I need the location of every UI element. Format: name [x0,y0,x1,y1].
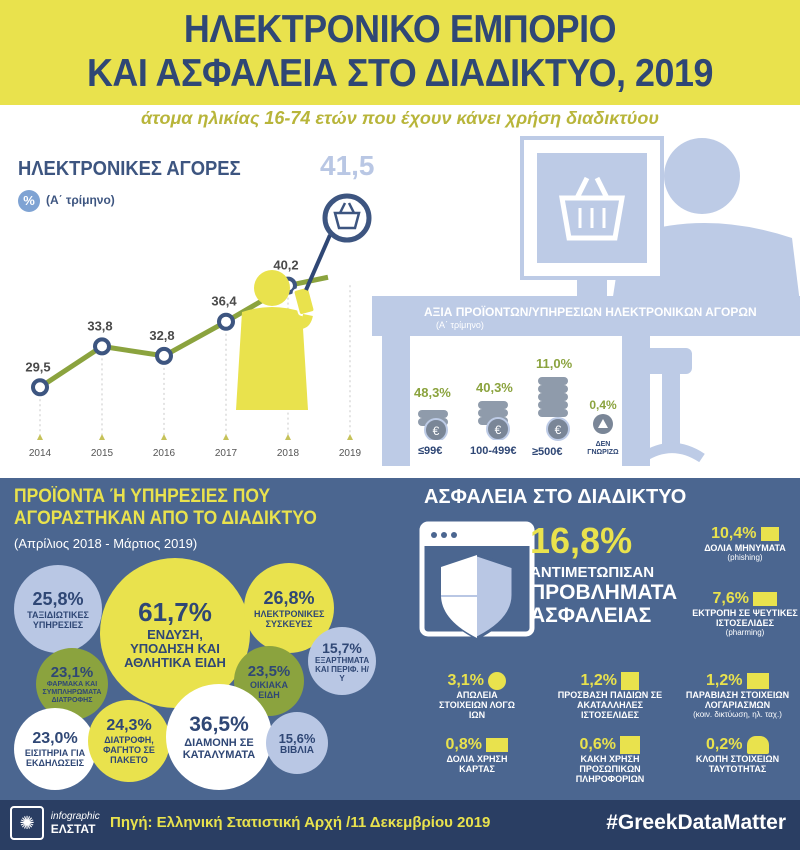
security-main-text-2: ΠΡΟΒΛΗΜΑΤΑ [530,581,678,604]
security-item-identity: 0,2% ΚΛΟΠΗ ΣΤΟΙΧΕΙΩΝ ΤΑΥΤΟΤΗΤΑΣ [695,736,780,775]
elstat-logo: ✺ infographic ΕΛΣΤΑΤ [10,806,100,840]
x-tick-label: 2019 [338,448,362,459]
x-tick-label: 2016 [152,448,176,459]
data-label: 36,4 [211,293,237,309]
email-hook-icon [761,527,779,541]
data-point [33,380,47,394]
products-title-2: ΑΓΟΡΑΣΤΗΚΑΝ ΑΠΟ ΤΟ ΔΙΑΔΙΚΤΥΟ [14,508,317,529]
source-text: Πηγή: Ελληνική Στατιστική Αρχή /11 Δεκεμβρίου 2019 [110,814,491,831]
id-card-icon [747,673,769,689]
title-line-1: ΗΛΕΚΤΡΟΝΙΚΟ ΕΜΠΟΡΙΟ [183,8,617,51]
sun-logo-icon: ✺ [10,806,44,840]
svg-text:€: € [494,423,502,437]
bubble-food: 24,3% ΔΙΑΤΡΟΦΗ, ΦΑΓΗΤΟ ΣΕ ΠΑΚΕΤΟ [88,700,170,782]
coin-stack-icon [470,395,520,440]
purchases-line-chart [0,140,400,470]
value-item-0 [410,385,460,457]
security-item-card: 0,8% ΔΟΛΙΑ ΧΡΗΣΗ ΚΑΡΤΑΣ [445,736,508,774]
subtitle: άτομα ηλικίας 16-74 ετών που έχουν κάνει χρήση διαδικτύου [140,108,660,128]
percent-icon: % [18,190,40,212]
x-tick-label: 2018 [276,448,300,459]
security-main-text-3: ΑΣΦΑΛΕΙΑΣ [530,604,652,627]
credit-card-icon [486,738,508,752]
bubble-household: 23,5% ΟΙΚΙΑΚΑ ΕΙΔΗ [234,646,304,716]
tick-mark [37,434,43,440]
security-item-personal-info: 0,6% ΚΑΚΗ ΧΡΗΣΗ ΠΡΟΣΩΠΙΚΩΝ ΠΛΗΡΟΦΟΡΙΩΝ [575,736,645,785]
redirect-arrow-icon [753,592,777,606]
value-item-1 [470,380,520,457]
question-icon [591,412,615,436]
security-title: ΑΣΦΑΛΕΙΑ ΣΤΟ ΔΙΑΔΙΚΤΥΟ [424,486,687,508]
tick-mark [223,434,229,440]
bubble-medicine: 23,1% ΦΑΡΜΑΚΑ ΚΑΙ ΣΥΜΠΛΗΡΩΜΑΤΑ ΔΙΑΤΡΟΦΗΣ [36,648,108,720]
data-point [219,315,233,329]
value-item-3 [583,398,623,457]
tick-mark [347,434,353,440]
value-item-pct: 40,3% [476,380,513,395]
purchases-period: (Α΄ τρίμηνο) [46,193,115,207]
basket-icon [306,196,369,290]
data-point [157,349,171,363]
user-lock-icon [620,736,640,754]
tick-mark [161,434,167,440]
bubble-books: 15,6% ΒΙΒΛΙΑ [266,712,328,774]
bubble-pc-parts: 15,7% ΕΞΑΡΤΗΜΑΤΑ ΚΑΙ ΠΕΡΙΦ. Η/Υ [308,627,376,695]
svg-text:€: € [432,424,440,438]
value-item-pct: 48,3% [414,385,451,400]
coin-stack-icon [530,371,580,441]
value-item-label: ≤99€ [418,445,443,457]
x-tick-label: 2015 [90,448,114,459]
x-tick-label: 2014 [28,448,52,459]
x-tick-label: 2017 [214,448,238,459]
security-main-value: 16,8% [530,520,633,561]
value-item-label: ≥500€ [532,446,563,458]
value-item-label: ΔΕΝ ΓΝΩΡΙΖΩ [587,441,619,456]
data-label: 29,5 [25,359,51,375]
browser-shield-icon [418,520,538,650]
security-main-text-1: ΑΝΤΙΜΕΤΩΠΙΣΑΝ [530,564,655,581]
thief-mask-icon [747,736,769,754]
person-with-phone-icon [236,270,315,410]
value-item-2 [530,356,580,458]
footer [0,800,800,850]
bubble-tickets: 23,0% ΕΙΣΙΤΗΡΙΑ ΓΙΑ ΕΚΔΗΛΩΣΕΙΣ [14,708,96,790]
bubble-clothing: 61,7% ΕΝΔΥΣΗ, ΥΠΟΔΗΣΗ ΚΑΙ ΑΘΛΗΤΙΚΑ ΕΙΔΗ [100,558,250,708]
security-item-phishing: 10,4% ΔΟΛΙΑ ΜΗΝΥΜΑΤΑ (phishing) [704,525,786,562]
security-item-children: 1,2% ΠΡΟΣΒΑΣΗ ΠΑΙΔΙΩΝ ΣΕ ΑΚΑΤΑΛΛΗΛΕΣ ΙΣΤΟΣΕΛΙΔΕΣ [557,672,663,721]
title-band [0,0,800,105]
virus-icon [488,672,506,690]
value-item-pct: 11,0% [536,356,573,371]
title-line-2: ΚΑΙ ΑΣΦΑΛΕΙΑ ΣΤΟ ΔΙΑΔΙΚΤΥΟ, 2019 [86,52,714,95]
label-2019: 41,5 [320,150,375,181]
value-panel-period: (Α΄ τρίμηνο) [436,320,484,330]
tick-mark [285,434,291,440]
data-label: 40,2 [273,257,299,273]
eye-shield-icon [621,672,639,690]
security-item-virus: 3,1% ΑΠΩΛΕΙΑ ΣΤΟΙΧΕΙΩΝ ΛΟΓΩ ΙΩΝ [438,672,515,721]
data-label: 32,8 [149,327,175,343]
data-point [95,339,109,353]
bubble-accommodation: 36,5% ΔΙΑΜΟΝΗ ΣΕ ΚΑΤΑΛΥΜΑΤΑ [166,684,272,790]
coin-stack-icon [410,400,460,440]
products-title-1: ΠΡΟΪΟΝΤΑ Ή ΥΠΗΡΕΣΙΕΣ ΠΟΥ [14,486,271,507]
security-item-pharming: 7,6% ΕΚΤΡΟΠΗ ΣΕ ΨΕΥΤΙΚΕΣ ΙΣΤΟΣΕΛΙΔΕΣ (pharming) [692,590,798,637]
products-period: (Απρίλιος 2018 - Μάρτιος 2019) [14,536,198,551]
security-item-accounts: 1,2% ΠΑΡΑΒΙΑΣΗ ΣΤΟΙΧΕΙΩΝ ΛΟΓΑΡΙΑΣΜΩΝ (κοιν. δικτύωση, ηλ. ταχ.) [685,672,790,719]
data-label: 33,8 [87,318,113,334]
tick-mark [99,434,105,440]
value-item-label: 100-499€ [470,445,517,457]
hashtag: #GreekDataMatter [606,811,786,834]
bubble-travel: 25,8% ΤΑΞΙΔΙΩΤΙΚΕΣ ΥΠΗΡΕΣΙΕΣ [14,565,102,653]
svg-text:€: € [554,423,562,437]
purchases-title: ΗΛΕΚΤΡΟΝΙΚΕΣ ΑΓΟΡΕΣ [18,158,241,180]
value-item-pct: 0,4% [589,398,617,412]
bubble-electronics: 26,8% ΗΛΕΚΤΡΟΝΙΚΕΣ ΣΥΣΚΕΥΕΣ [244,563,334,653]
value-panel-title: ΑΞΙΑ ΠΡΟΪΟΝΤΩΝ/ΥΠΗΡΕΣΙΩΝ ΗΛΕΚΤΡΟΝΙΚΩΝ ΑΓΟΡΩΝ [424,305,757,319]
